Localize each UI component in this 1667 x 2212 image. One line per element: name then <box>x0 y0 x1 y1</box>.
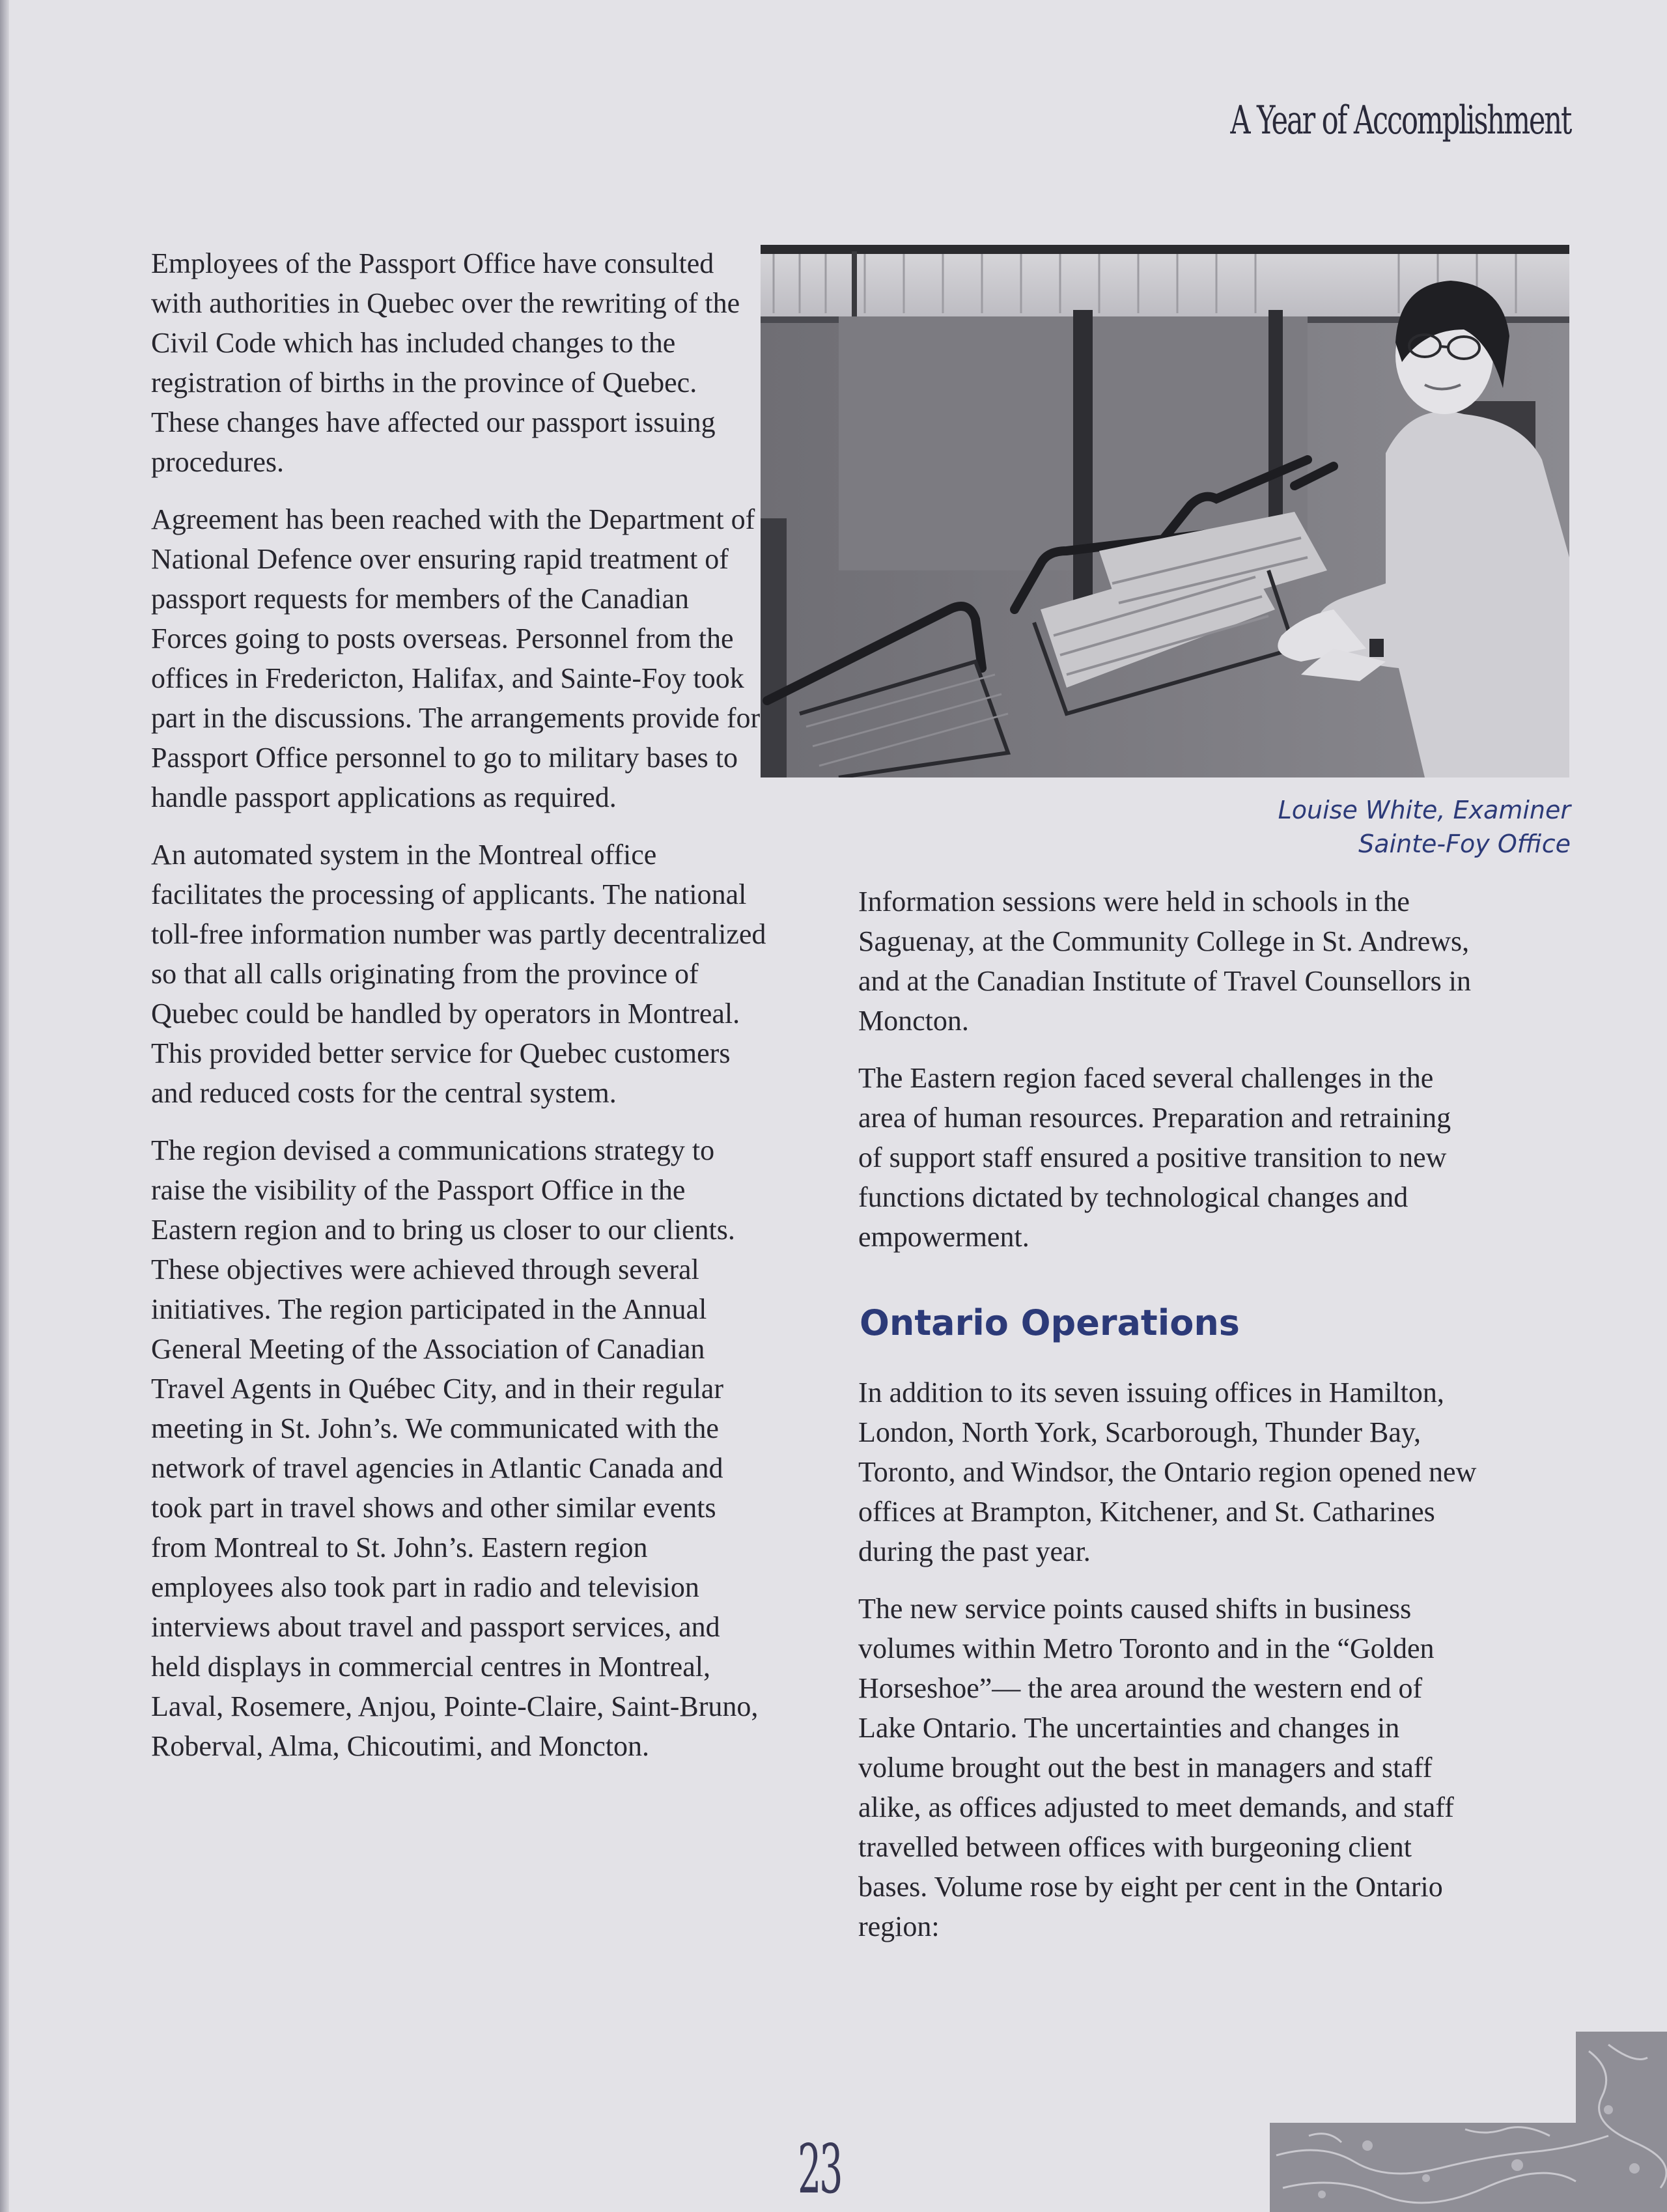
paragraph: An automated system in the Montreal office facilitates the processing of applicants. The national toll-free information number was partly decentralized so that all calls originating from the province of Quebec could be handled by operators in Montreal. This provided better service for Quebec customers and reduced costs for the central system. <box>151 839 766 1109</box>
paragraph: The region devised a communications strategy to raise the visibility of the Passport Office in the Eastern region and to bring us closer to our clients. These objectives were achieved through several initiatives. The region participated in the Annual General Meeting of the Association of Canadian Travel Agents in Québec City, and in their regular meeting in St. John’s. We communicated with the network of travel agencies in Atlantic Canada and took part in travel shows and other similar events from Montreal to St. John’s. Eastern region employees also took part in radio and television interviews about travel and passport services, and held displays in commercial centres in Montreal, Laval, Rosemere, Anjou, Pointe-Claire, Saint-Bruno, Roberval, Alma, Chicoutimi, and Moncton. <box>151 1134 759 1762</box>
page-edge-shadow <box>0 0 9 2212</box>
right-column <box>858 882 1477 1964</box>
paragraph: Agreement has been reached with the Department of National Defence over ensuring rapid treatment of passport requests for members of the Canadian Forces going to posts overseas. Personnel from the offices in Fredericton, Halifax, and Sainte-Foy took part in the discussions. The arrangements provide for Passport Office personnel to go to military bases to handle passport applications as required. <box>151 503 761 813</box>
caption-name: Louise White, Examiner <box>1278 796 1571 824</box>
section-heading: Ontario Operations <box>860 1302 1240 1343</box>
paragraph: The new service points caused shifts in business volumes within Metro Toronto and in the “Golden Horseshoe”— the area around the western end of Lake Ontario. The uncertainties and changes in volume brought out the best in managers and staff alike, as offices adjusted to meet demands, and staff travelled between offices with burgeoning client bases. Volume rose by eight per cent in the Ontario region: <box>858 1593 1454 1942</box>
photo-illustration <box>761 245 1569 777</box>
caption-office: Sainte-Foy Office <box>1358 830 1571 858</box>
map-decoration <box>1270 2032 1667 2212</box>
examiner-photo <box>761 245 1569 777</box>
photo-caption <box>1050 793 1571 861</box>
paragraph: Information sessions were held in schools in the Saguenay, at the Community College in St. Andrews, and at the Canadian Institute of Travel Counsellors in Moncton. <box>858 886 1471 1037</box>
paragraph: The Eastern region faced several challenges in the area of human resources. Preparation and retraining of support staff ensured a positive transition to new functions dictated by technological changes and empowerment. <box>858 1062 1451 1253</box>
page-number: 23 <box>798 2129 841 2209</box>
running-title: A Year of Accomplishment <box>1230 98 1571 143</box>
left-column <box>151 244 770 1784</box>
paragraph: In addition to its seven issuing offices in Hamilton, London, North York, Scarborough, Thunder Bay, Toronto, and Windsor, the Ontario region opened new offices at Brampton, Kitchener, and St. Catharines during the past year. <box>858 1377 1477 1567</box>
paragraph: Employees of the Passport Office have consulted with authorities in Quebec over the rewriting of the Civil Code which has included changes to the registration of births in the province of Quebec. These changes have affected our passport issuing procedures. <box>151 247 740 478</box>
